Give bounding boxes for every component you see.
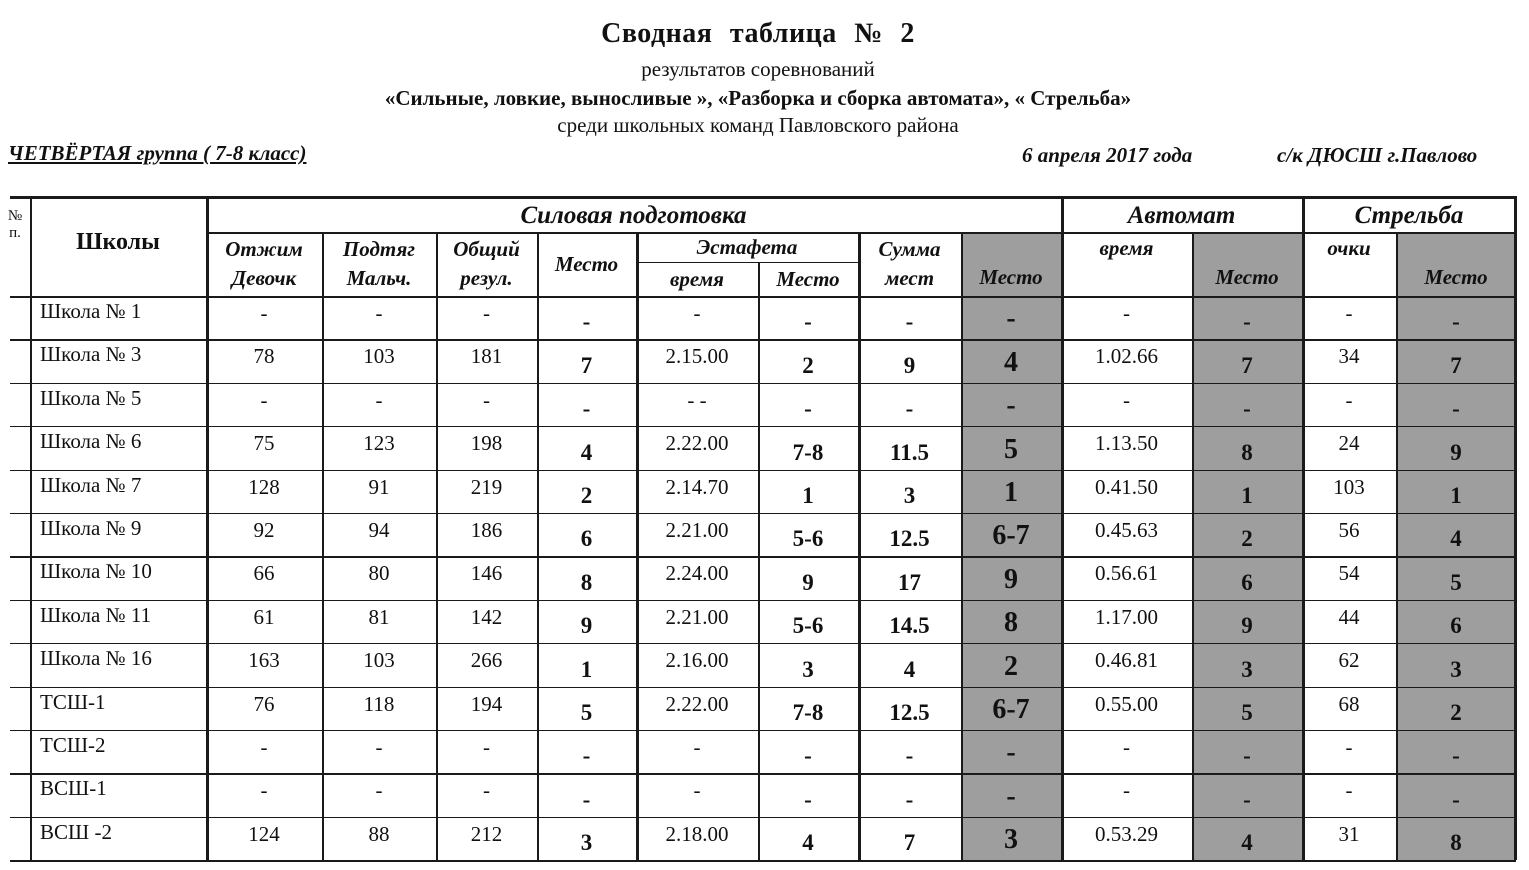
cell-sum: 9 bbox=[903, 352, 916, 378]
cell-points: - bbox=[1345, 735, 1353, 759]
cell-shooting-place: 3 bbox=[1450, 656, 1462, 682]
cell-rifle-place: - bbox=[1243, 786, 1251, 812]
page-title: Сводная таблица № 2 bbox=[601, 18, 915, 49]
cell-shooting-place: 8 bbox=[1450, 830, 1462, 856]
cell-school: Школа № 3 bbox=[40, 342, 142, 367]
subtitle-events: «Сильные, ловкие, выносливые », «Разборка и сборка автомата», « Стрельба» bbox=[384, 86, 1132, 110]
cell-place1: 4 bbox=[580, 439, 593, 465]
cell-rifle-place: 7 bbox=[1241, 352, 1253, 378]
cell-points: 31 bbox=[1338, 821, 1360, 846]
cell-rifle-place: 1 bbox=[1241, 482, 1253, 508]
cell-shooting-place: 4 bbox=[1450, 526, 1462, 552]
cell-school: Школа № 1 bbox=[40, 299, 142, 323]
cell-rifle-time: - bbox=[1123, 735, 1130, 759]
cell-total: - bbox=[483, 778, 490, 803]
cell-pullups: - bbox=[375, 301, 383, 325]
group-label: ЧЕТВЁРТАЯ группа ( 7-8 класс) bbox=[8, 141, 307, 165]
cell-rifle-place: 3 bbox=[1241, 656, 1253, 682]
cell-place1: 7 bbox=[580, 352, 593, 378]
cell-pushups: - bbox=[260, 735, 268, 759]
cell-pushups: 61 bbox=[253, 604, 275, 629]
header-sum: Сумма мест bbox=[878, 237, 941, 290]
header-strength-place: Место bbox=[979, 265, 1043, 289]
cell-place1: 1 bbox=[580, 656, 593, 682]
cell-rifle-time: - bbox=[1123, 301, 1130, 325]
cell-relay-time: 2.24.00 bbox=[665, 561, 729, 586]
cell-relay-time: - bbox=[693, 735, 701, 759]
cell-strength-place: - bbox=[1006, 780, 1016, 812]
cell-strength-place: 6-7 bbox=[992, 520, 1030, 552]
cell-place1: 9 bbox=[580, 613, 593, 639]
cell-sum: 12.5 bbox=[889, 699, 930, 725]
cell-place1: 6 bbox=[580, 526, 593, 552]
header-total: Общий резул. bbox=[453, 237, 520, 290]
header-shooting-place: Место bbox=[1424, 265, 1488, 289]
cell-pushups: 66 bbox=[253, 561, 275, 586]
subtitle-results: результатов соревнований bbox=[641, 57, 875, 81]
cell-rifle-place: 5 bbox=[1241, 699, 1253, 725]
cell-sum: 11.5 bbox=[890, 439, 929, 465]
cell-sum: 4 bbox=[903, 656, 916, 682]
cell-relay-place: 7-8 bbox=[792, 439, 824, 465]
cell-total: 181 bbox=[470, 344, 503, 369]
header-number: № п. bbox=[7, 208, 23, 241]
header-rifle-place: Место bbox=[1215, 265, 1279, 289]
cell-rifle-time: - bbox=[1123, 778, 1130, 803]
cell-points: - bbox=[1345, 301, 1353, 325]
cell-school: Школа № 6 bbox=[40, 429, 142, 454]
cell-shooting-place: 9 bbox=[1450, 439, 1462, 465]
cell-place1: 3 bbox=[580, 830, 593, 856]
cell-pullups: 103 bbox=[363, 344, 395, 369]
cell-relay-place: 4 bbox=[802, 830, 814, 856]
cell-pullups: - bbox=[375, 735, 383, 759]
cell-relay-place: 3 bbox=[802, 656, 814, 682]
cell-rifle-place: 8 bbox=[1241, 439, 1253, 465]
cell-pullups: 123 bbox=[363, 431, 395, 456]
cell-relay-time: 2.21.00 bbox=[665, 518, 729, 542]
cell-strength-place: 5 bbox=[1004, 433, 1018, 465]
cell-shooting-place: 2 bbox=[1450, 699, 1462, 725]
cell-school: Школа № 16 bbox=[40, 646, 152, 671]
cell-pushups: - bbox=[260, 387, 268, 412]
cell-place1: 8 bbox=[580, 569, 593, 595]
cell-strength-place: 2 bbox=[1004, 650, 1018, 682]
cell-school: Школа № 5 bbox=[40, 385, 142, 410]
cell-pushups: 128 bbox=[248, 474, 280, 499]
cell-points: 24 bbox=[1338, 431, 1360, 456]
cell-shooting-place: 5 bbox=[1450, 569, 1462, 595]
cell-place1: - bbox=[582, 786, 591, 812]
cell-total: 212 bbox=[470, 821, 503, 846]
cell-rifle-time: 1.13.50 bbox=[1095, 431, 1158, 456]
cell-pushups: 76 bbox=[253, 691, 275, 716]
cell-relay-time: 2.15.00 bbox=[665, 344, 729, 369]
grid-line bbox=[10, 860, 1516, 862]
cell-rifle-place: - bbox=[1243, 309, 1251, 335]
cell-relay-time: - - bbox=[687, 387, 707, 412]
cell-sum: - bbox=[905, 396, 914, 422]
cell-total: - bbox=[483, 735, 490, 759]
cell-rifle-place: - bbox=[1243, 743, 1251, 769]
cell-total: 186 bbox=[470, 518, 503, 542]
header-place: Место bbox=[554, 251, 619, 276]
cell-pullups: - bbox=[375, 778, 383, 803]
cell-relay-time: 2.22.00 bbox=[665, 431, 729, 456]
cell-rifle-time: - bbox=[1123, 387, 1130, 412]
cell-points: 56 bbox=[1338, 518, 1360, 542]
cell-rifle-time: 0.56.61 bbox=[1095, 561, 1158, 586]
header-rifle-time: время bbox=[1099, 236, 1154, 260]
header-pushups: Отжим Девочк bbox=[225, 237, 303, 290]
cell-relay-time: - bbox=[693, 301, 701, 325]
cell-shooting-place: 7 bbox=[1450, 352, 1462, 378]
cell-relay-place: 9 bbox=[802, 569, 814, 595]
cell-sum: 7 bbox=[903, 830, 916, 856]
cell-shooting-place: - bbox=[1452, 786, 1460, 812]
cell-place1: - bbox=[582, 309, 591, 335]
cell-relay-place: 5-6 bbox=[792, 526, 824, 552]
cell-points: 103 bbox=[1333, 474, 1365, 499]
cell-points: 62 bbox=[1338, 648, 1360, 673]
cell-rifle-place: 6 bbox=[1241, 569, 1253, 595]
cell-relay-place: - bbox=[804, 396, 812, 422]
cell-relay-place: - bbox=[804, 786, 812, 812]
cell-sum: - bbox=[905, 743, 914, 769]
cell-pullups: - bbox=[375, 387, 383, 412]
cell-rifle-time: 0.55.00 bbox=[1095, 691, 1158, 716]
cell-strength-place: - bbox=[1006, 737, 1016, 769]
cell-pullups: 80 bbox=[368, 561, 390, 586]
cell-total: - bbox=[483, 301, 490, 325]
cell-pullups: 103 bbox=[363, 648, 395, 673]
cell-rifle-place: 9 bbox=[1241, 613, 1253, 639]
cell-pullups: 88 bbox=[368, 821, 390, 846]
cell-points: 34 bbox=[1338, 344, 1360, 369]
cell-total: 198 bbox=[470, 431, 503, 456]
cell-school: ВСШ -2 bbox=[40, 819, 112, 844]
header-relay-place: Место bbox=[776, 266, 840, 291]
cell-relay-time: 2.16.00 bbox=[665, 648, 729, 673]
cell-school: ТСШ-1 bbox=[40, 689, 106, 714]
cell-pullups: 118 bbox=[363, 691, 395, 716]
cell-pushups: 78 bbox=[253, 344, 275, 369]
cell-total: 146 bbox=[470, 561, 503, 586]
cell-total: 266 bbox=[470, 648, 503, 673]
cell-rifle-place: - bbox=[1243, 396, 1251, 422]
header-relay-time: время bbox=[670, 266, 724, 291]
cell-strength-place: 8 bbox=[1004, 607, 1018, 639]
cell-rifle-time: 0.45.63 bbox=[1095, 518, 1158, 542]
cell-total: 142 bbox=[470, 604, 503, 629]
cell-strength-place: 9 bbox=[1004, 563, 1018, 595]
cell-strength-place: 6-7 bbox=[992, 693, 1030, 725]
cell-rifle-time: 1.17.00 bbox=[1095, 604, 1158, 629]
cell-strength-place: - bbox=[1006, 303, 1016, 335]
cell-shooting-place: 1 bbox=[1450, 482, 1462, 508]
header-school: Школы bbox=[76, 228, 160, 255]
cell-shooting-place: 6 bbox=[1450, 613, 1462, 639]
cell-place1: 2 bbox=[580, 482, 593, 508]
cell-school: Школа № 7 bbox=[40, 472, 142, 497]
header-pullups: Подтяг Мальч. bbox=[342, 237, 416, 290]
cell-rifle-place: 4 bbox=[1241, 830, 1253, 856]
event-venue: с/к ДЮСШ г.Павлово bbox=[1277, 143, 1478, 167]
cell-points: 68 bbox=[1338, 691, 1360, 716]
cell-relay-place: 1 bbox=[802, 482, 814, 508]
header-points: очки bbox=[1327, 236, 1371, 260]
cell-strength-place: 4 bbox=[1004, 346, 1018, 378]
cell-total: 194 bbox=[470, 691, 503, 716]
cell-school: Школа № 9 bbox=[40, 516, 142, 540]
cell-pullups: 94 bbox=[368, 518, 390, 542]
cell-relay-time: 2.18.00 bbox=[665, 821, 729, 846]
cell-pullups: 81 bbox=[368, 604, 390, 629]
cell-relay-place: 2 bbox=[802, 352, 814, 378]
cell-place1: - bbox=[582, 396, 591, 422]
cell-shooting-place: - bbox=[1452, 396, 1460, 422]
cell-relay-time: 2.22.00 bbox=[665, 691, 729, 716]
header-strength: Силовая подготовка bbox=[520, 201, 747, 229]
cell-total: - bbox=[483, 387, 490, 412]
cell-rifle-time: 0.53.29 bbox=[1095, 821, 1158, 846]
cell-school: ТСШ-2 bbox=[40, 733, 106, 757]
cell-place1: - bbox=[582, 743, 591, 769]
cell-school: ВСШ-1 bbox=[40, 776, 107, 801]
cell-rifle-time: 1.02.66 bbox=[1095, 344, 1158, 369]
cell-shooting-place: - bbox=[1452, 743, 1460, 769]
subtitle-district: среди школьных команд Павловского района bbox=[557, 113, 959, 137]
cell-school: Школа № 10 bbox=[40, 559, 152, 584]
cell-points: 44 bbox=[1338, 604, 1360, 629]
cell-pullups: 91 bbox=[368, 474, 390, 499]
cell-relay-place: - bbox=[804, 743, 812, 769]
cell-sum: 3 bbox=[903, 482, 916, 508]
cell-relay-time: - bbox=[693, 778, 701, 803]
cell-sum: 17 bbox=[898, 569, 921, 595]
cell-shooting-place: - bbox=[1452, 309, 1460, 335]
cell-relay-place: - bbox=[804, 309, 812, 335]
cell-rifle-time: 0.46.81 bbox=[1095, 648, 1158, 673]
cell-points: - bbox=[1345, 387, 1353, 412]
cell-pushups: 163 bbox=[248, 648, 280, 673]
event-date: 6 апреля 2017 года bbox=[1022, 143, 1193, 167]
cell-points: 54 bbox=[1338, 561, 1360, 586]
cell-rifle-time: 0.41.50 bbox=[1095, 474, 1158, 499]
cell-sum: 14.5 bbox=[889, 613, 930, 639]
header-shooting: Стрельба bbox=[1354, 201, 1464, 229]
cell-points: - bbox=[1345, 778, 1353, 803]
cell-relay-time: 2.21.00 bbox=[665, 604, 729, 629]
cell-relay-place: 7-8 bbox=[792, 699, 824, 725]
cell-sum: - bbox=[905, 786, 914, 812]
header-rifle: Автомат bbox=[1127, 201, 1236, 229]
header-relay: Эстафета bbox=[696, 234, 798, 259]
cell-pushups: 92 bbox=[253, 518, 275, 542]
cell-relay-time: 2.14.70 bbox=[665, 474, 729, 499]
cell-strength-place: 1 bbox=[1004, 476, 1018, 508]
cell-school: Школа № 11 bbox=[40, 602, 152, 627]
cell-strength-place: - bbox=[1006, 390, 1016, 422]
cell-strength-place: 3 bbox=[1004, 824, 1018, 856]
cell-pushups: - bbox=[260, 301, 268, 325]
cell-relay-place: 5-6 bbox=[792, 613, 824, 639]
cell-sum: 12.5 bbox=[889, 526, 930, 552]
cell-place1: 5 bbox=[580, 699, 593, 725]
cell-sum: - bbox=[905, 309, 914, 335]
cell-pushups: - bbox=[260, 778, 268, 803]
cell-rifle-place: 2 bbox=[1241, 526, 1253, 552]
cell-pushups: 124 bbox=[248, 821, 280, 846]
cell-total: 219 bbox=[470, 474, 503, 499]
cell-pushups: 75 bbox=[253, 431, 275, 456]
